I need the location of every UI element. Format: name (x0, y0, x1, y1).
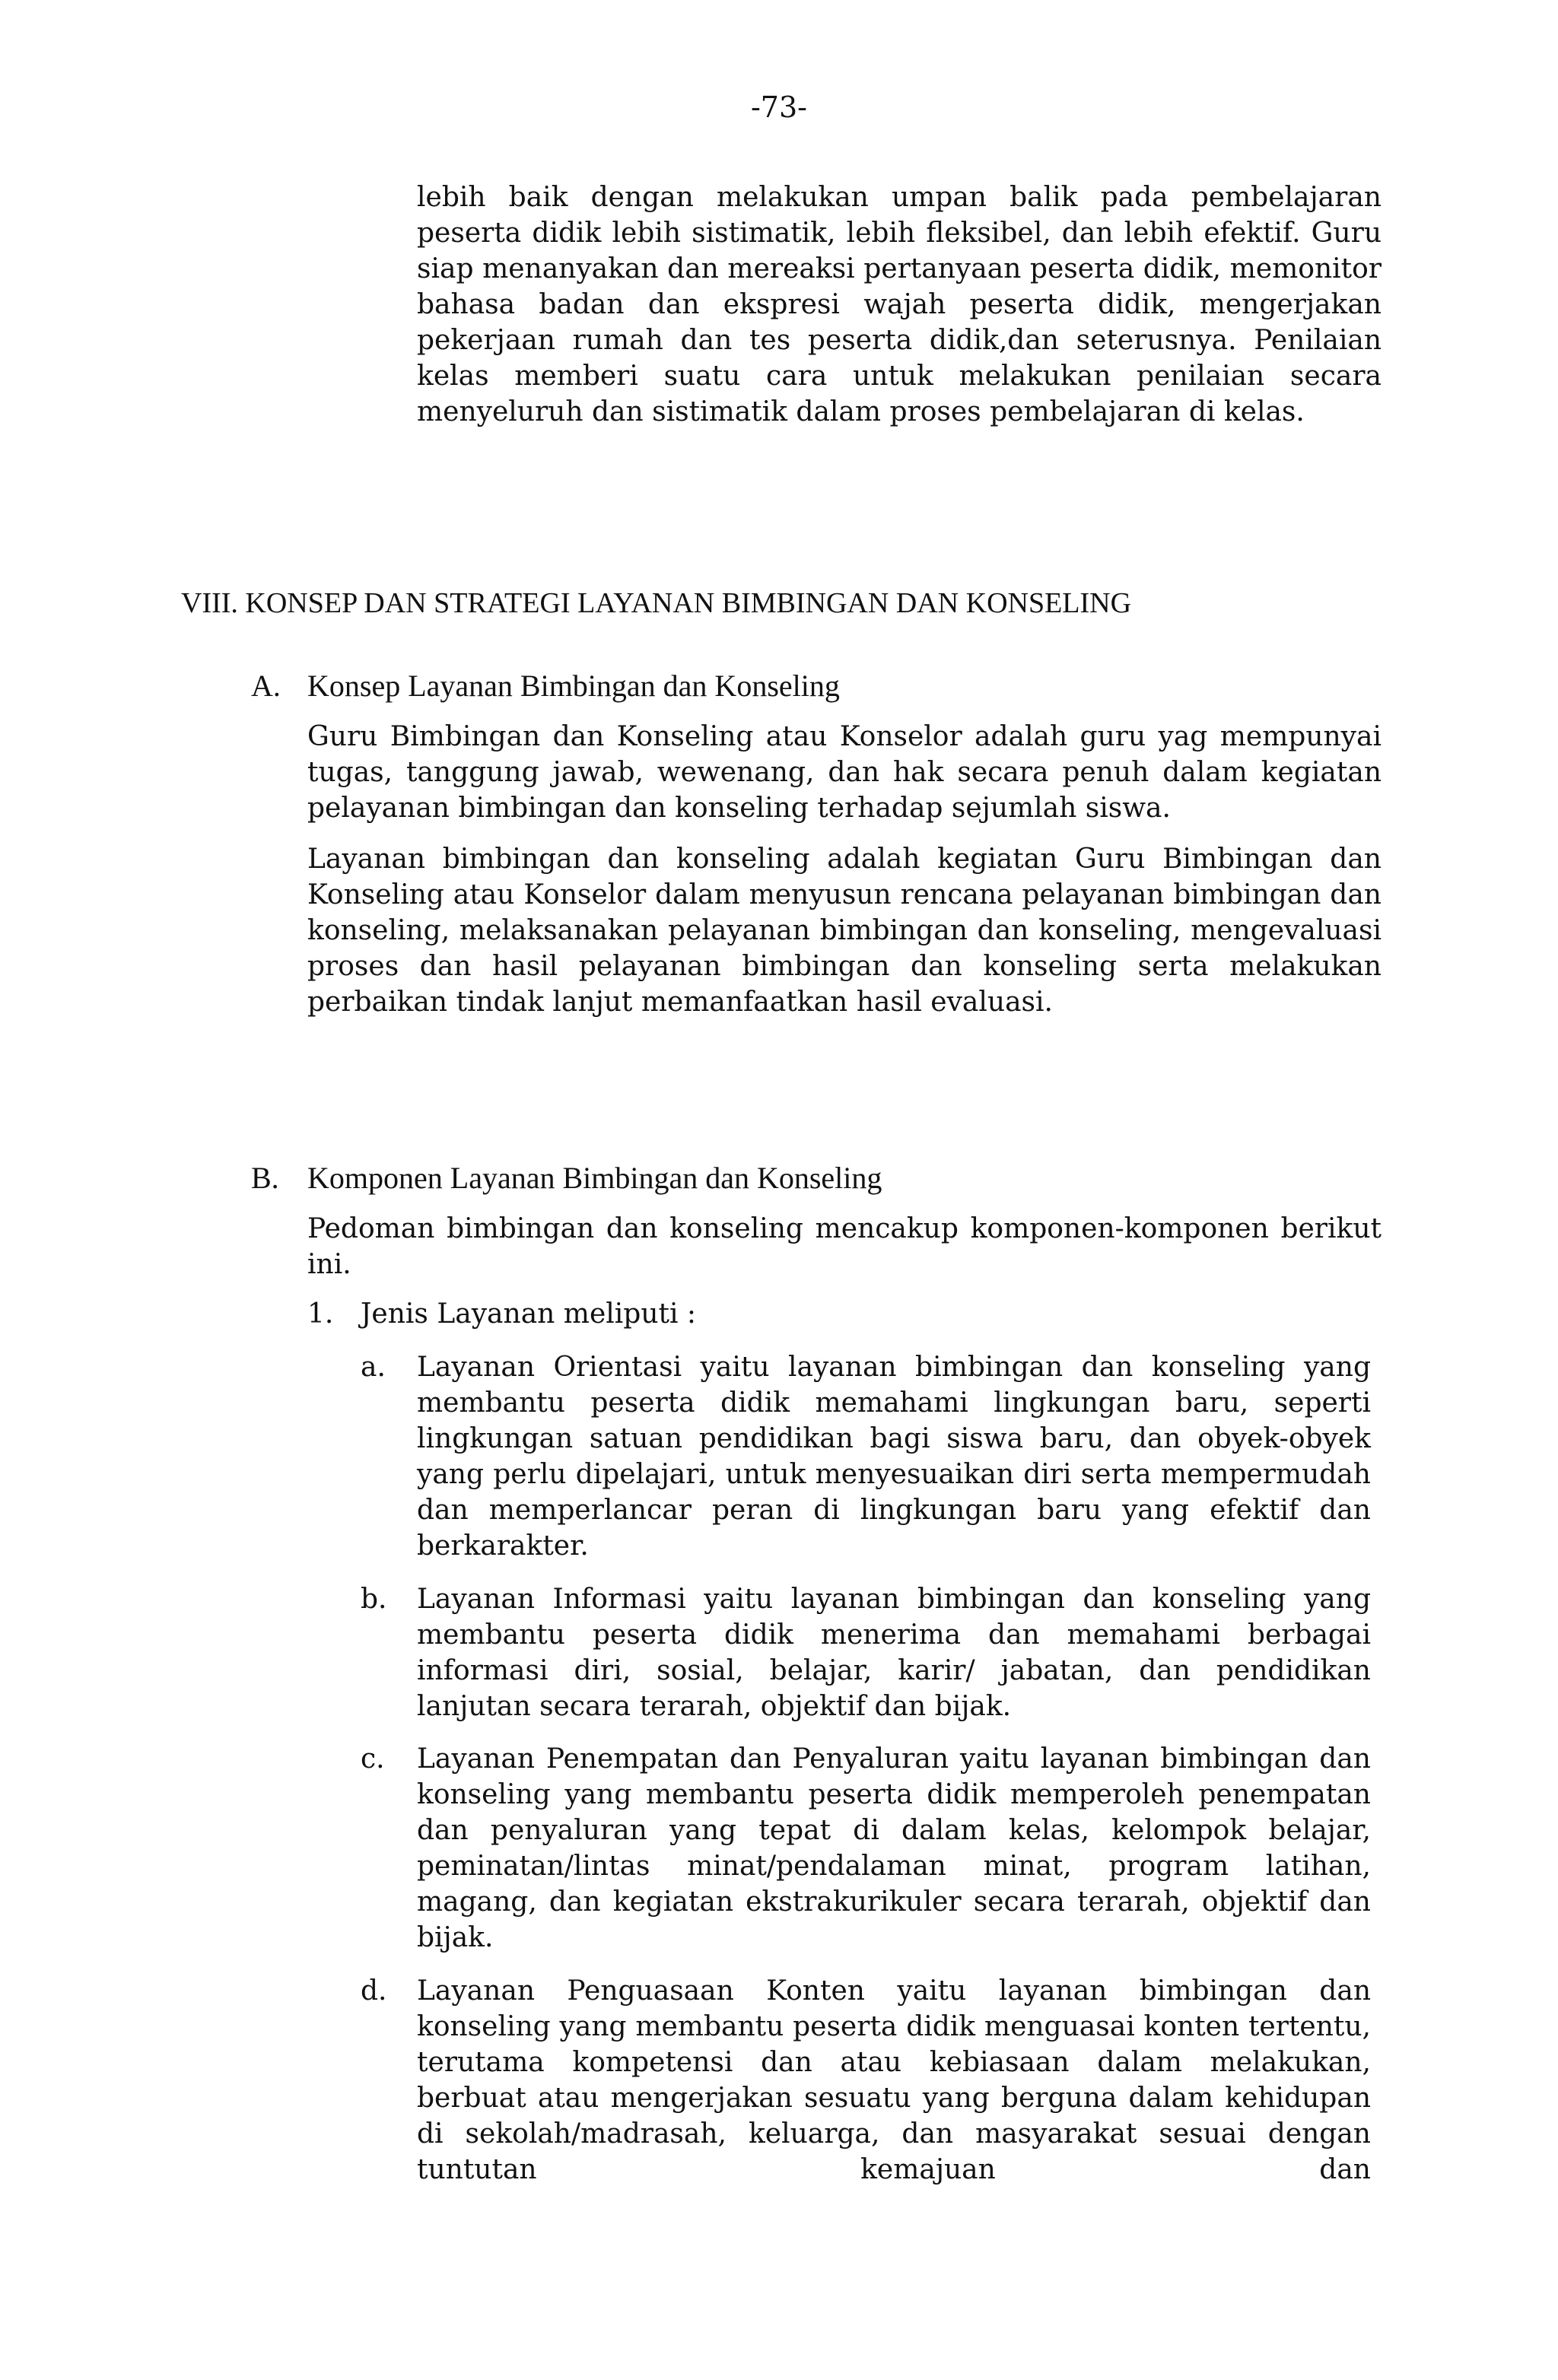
list-item-c-marker: c. (361, 1743, 385, 1775)
list-1-marker: 1. (307, 1298, 334, 1330)
subsection-a-paragraph-2: Layanan bimbingan dan konseling adalah kegiatan Guru Bimbingan dan Konseling atau Konselor dalam menyusun rencana pelayanan bimbingan dan konseling, melaksanakan pelayanan bimbingan dan konseling, mengevaluasi proses dan hasil pelayanan bimbingan dan konseling serta melakukan perbaikan tindak lanjut memanfaatkan hasil evaluasi. (307, 844, 1382, 1018)
page-number: -73- (750, 91, 808, 124)
list-item-b-text: Layanan Informasi yaitu layanan bimbingan dan konseling yang membantu peserta didik menerima dan memahami berbagai informasi diri, sosial, belajar, karir/ jabatan, dan pendidikan lanjutan secara terarah, objektif dan bijak. (417, 1584, 1371, 1722)
intro-paragraph: lebih baik dengan melakukan umpan balik pada pembelajaran peserta didik lebih sistimatik, lebih fleksibel, dan lebih efektif. Guru siap menanyakan dan mereaksi pertanyaan peserta didik, memonitor bahasa badan dan ekspresi wajah peserta didik, mengerjakan pekerjaan rumah dan tes peserta didik,dan seterusnya. Penilaian kelas memberi suatu cara untuk melakukan penilaian secara menyeluruh dan sistimatik dalam proses pembelajaran di kelas. (417, 182, 1382, 427)
subsection-a-body (307, 719, 1382, 1020)
subsection-b-heading: Komponen Layanan Bimbingan dan Konseling (307, 1161, 882, 1195)
list-item-d-marker: d. (361, 1975, 387, 2007)
section-title: VIII. KONSEP DAN STRATEGI LAYANAN BIMBINGAN DAN KONSELING (181, 587, 1132, 619)
list-item-a-marker: a. (361, 1352, 386, 1383)
subsection-b-intro: Pedoman bimbingan dan konseling mencakup komponen-komponen berikut ini. (307, 1213, 1382, 1280)
list-item-d-text: Layanan Penguasaan Konten yaitu layanan bimbingan dan konseling yang membantu peserta didik menguasai konten tertentu, terutama kompetensi dan atau kebiasaan dalam melakukan, berbuat atau mengerjakan sesuatu yang berguna dalam kehidupan di sekolah/madrasah, keluarga, dan masyarakat sesuai dengan tuntutan kemajuan dan (417, 1975, 1371, 2185)
list-item-a-text: Layanan Orientasi yaitu layanan bimbingan dan konseling yang membantu peserta didik memahami lingkungan baru, seperti lingkungan satuan pendidikan bagi siswa baru, dan obyek-obyek yang perlu dipelajari, untuk menyesuaikan diri serta mempermudah dan memperlancar peran di lingkungan baru yang efektif dan berkarakter. (417, 1352, 1371, 1562)
subsection-b-marker: B. (251, 1161, 279, 1195)
list-item-b-marker: b. (361, 1584, 387, 1615)
subsection-a-paragraph-1: Guru Bimbingan dan Konseling atau Konselor adalah guru yag mempunyai tugas, tanggung jawab, wewenang, dan hak secara penuh dalam kegiatan pelayanan bimbingan dan konseling terhadap sejumlah siswa. (307, 721, 1382, 824)
list-item-c-text: Layanan Penempatan dan Penyaluran yaitu layanan bimbingan dan konseling yang membantu peserta didik memperoleh penempatan dan penyaluran yang tepat di dalam kelas, kelompok belajar, peminatan/lintas minat/pendalaman minat, program latihan, magang, dan kegiatan ekstrakurikuler secara terarah, objektif dan bijak. (417, 1743, 1371, 1953)
subsection-a-heading: Konsep Layanan Bimbingan dan Konseling (307, 669, 840, 703)
subsection-a-marker: A. (251, 669, 281, 703)
list-1-label: Jenis Layanan meliputi : (361, 1298, 697, 1330)
